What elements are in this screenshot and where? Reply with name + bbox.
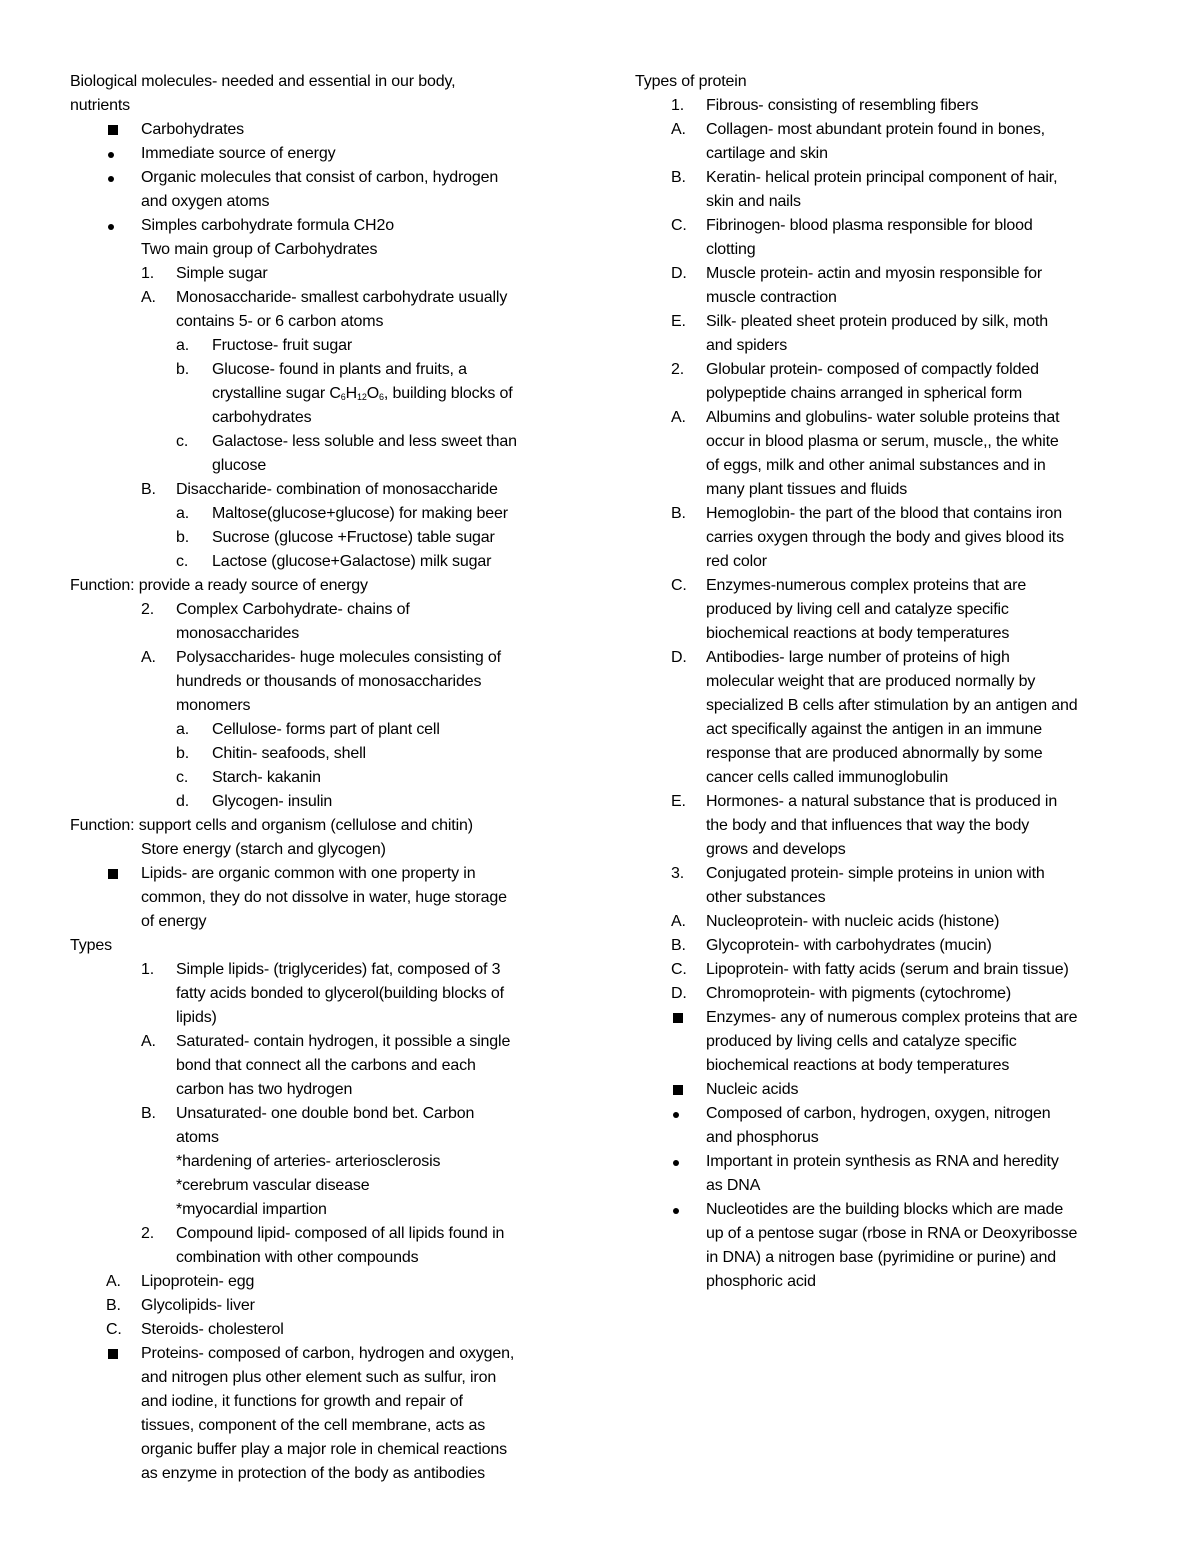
text-line xyxy=(70,1126,580,1150)
text-line xyxy=(635,310,1135,334)
line-text: glucose xyxy=(212,457,267,474)
square-bullet-icon xyxy=(108,1342,118,1367)
text-line xyxy=(635,334,1135,358)
line-text: Lipoprotein- egg xyxy=(141,1273,255,1290)
text-line xyxy=(635,1246,1135,1270)
list-marker: B. xyxy=(671,505,686,522)
line-text: produced by living cells and catalyze specific xyxy=(706,1033,1017,1050)
text-line xyxy=(635,358,1135,382)
text-line xyxy=(70,1438,580,1462)
text-line xyxy=(635,934,1135,958)
line-text: molecular weight that are produced normally by xyxy=(706,673,1036,690)
text-line xyxy=(635,166,1135,190)
list-marker: b. xyxy=(176,529,190,546)
line-text: carbohydrates xyxy=(212,409,312,426)
list-marker: E. xyxy=(671,793,686,810)
line-text: the body and that influences that way the body xyxy=(706,817,1030,834)
list-marker: E. xyxy=(671,313,686,330)
line-text: Globular protein- composed of compactly folded xyxy=(706,361,1039,378)
line-text: Types of protein xyxy=(635,73,747,90)
text-line xyxy=(70,1078,580,1102)
text-line xyxy=(70,70,580,94)
text-line xyxy=(70,1174,580,1198)
text-line xyxy=(70,574,580,598)
line-text: and nitrogen plus other element such as sulfur, iron xyxy=(141,1369,497,1386)
line-text: and phosphorus xyxy=(706,1129,819,1146)
line-text: Nucleoprotein- with nucleic acids (histone) xyxy=(706,913,1000,930)
list-marker: B. xyxy=(671,937,686,954)
line-text: combination with other compounds xyxy=(176,1249,419,1266)
line-text: biochemical reactions at body temperatures xyxy=(706,625,1010,642)
line-text: occur in blood plasma or serum, muscle,, the white xyxy=(706,433,1059,450)
line-text: Glycolipids- liver xyxy=(141,1297,255,1314)
text-line xyxy=(70,1342,580,1366)
text-line xyxy=(635,118,1135,142)
text-line xyxy=(70,478,580,502)
text-line xyxy=(70,1006,580,1030)
text-line xyxy=(70,1198,580,1222)
line-text: atoms xyxy=(176,1129,219,1146)
text-line xyxy=(70,310,580,334)
text-line xyxy=(70,118,580,142)
line-text: carbon has two hydrogen xyxy=(176,1081,353,1098)
text-line xyxy=(70,1222,580,1246)
list-marker: 1. xyxy=(141,961,155,978)
text-line xyxy=(635,1198,1135,1222)
left-column xyxy=(70,70,580,1486)
line-text: Starch- kakanin xyxy=(212,769,321,786)
line-text: Glycogen- insulin xyxy=(212,793,333,810)
text-line xyxy=(70,814,580,838)
text-line xyxy=(635,958,1135,982)
line-text: Nucleic acids xyxy=(706,1081,799,1098)
text-line xyxy=(70,1318,580,1342)
line-text: *myocardial impartion xyxy=(176,1201,327,1218)
line-text: response that are produced abnormally by some xyxy=(706,745,1043,762)
line-text: Maltose(glucose+glucose) for making beer xyxy=(212,505,508,522)
line-text: cartilage and skin xyxy=(706,145,828,162)
line-text: Unsaturated- one double bond bet. Carbon xyxy=(176,1105,475,1122)
list-marker: 1. xyxy=(141,265,155,282)
text-line xyxy=(635,1054,1135,1078)
text-line xyxy=(70,670,580,694)
round-bullet-icon xyxy=(108,214,114,238)
list-marker: A. xyxy=(671,121,686,138)
text-line xyxy=(70,766,580,790)
line-text: Complex Carbohydrate- chains of xyxy=(176,601,410,618)
text-line xyxy=(635,382,1135,406)
line-text: Polysaccharides- huge molecules consisting of xyxy=(176,649,501,666)
list-marker: 2. xyxy=(671,361,685,378)
line-text: Lipoprotein- with fatty acids (serum and brain tissue) xyxy=(706,961,1069,978)
text-line xyxy=(70,262,580,286)
line-text: Galactose- less soluble and less sweet than xyxy=(212,433,517,450)
text-line xyxy=(70,1366,580,1390)
text-line xyxy=(70,526,580,550)
text-line xyxy=(635,1222,1135,1246)
text-line xyxy=(70,694,580,718)
line-text: contains 5- or 6 carbon atoms xyxy=(176,313,384,330)
line-text: monomers xyxy=(176,697,251,714)
list-marker: B. xyxy=(141,1105,156,1122)
text-line xyxy=(70,838,580,862)
line-text: up of a pentose sugar (rbose in RNA or Deoxyribosse xyxy=(706,1225,1078,1242)
text-line xyxy=(635,622,1135,646)
text-line xyxy=(635,1006,1135,1030)
line-text: carries oxygen through the body and gives blood its xyxy=(706,529,1064,546)
line-text: Hormones- a natural substance that is produced in xyxy=(706,793,1058,810)
text-line xyxy=(70,646,580,670)
line-text: Muscle protein- actin and myosin responsible for xyxy=(706,265,1043,282)
line-text: Biological molecules- needed and essential in our body, xyxy=(70,73,456,90)
text-line xyxy=(70,910,580,934)
text-line xyxy=(70,886,580,910)
list-marker: C. xyxy=(106,1321,122,1338)
text-line xyxy=(635,910,1135,934)
list-marker: b. xyxy=(176,745,190,762)
list-marker: a. xyxy=(176,505,190,522)
list-marker: d. xyxy=(176,793,190,810)
line-text: and oxygen atoms xyxy=(141,193,270,210)
text-line xyxy=(70,1462,580,1486)
text-line xyxy=(635,502,1135,526)
line-text: Fibrous- consisting of resembling fibers xyxy=(706,97,979,114)
text-line xyxy=(70,358,580,382)
round-bullet-icon xyxy=(108,142,114,166)
line-text: grows and develops xyxy=(706,841,846,858)
line-text: Keratin- helical protein principal component of hair, xyxy=(706,169,1058,186)
text-line xyxy=(635,1102,1135,1126)
text-line xyxy=(635,766,1135,790)
text-line xyxy=(70,790,580,814)
text-line xyxy=(635,406,1135,430)
line-text: Nucleotides are the building blocks which are made xyxy=(706,1201,1064,1218)
list-marker: 2. xyxy=(141,1225,155,1242)
line-text: Organic molecules that consist of carbon, hydrogen xyxy=(141,169,499,186)
text-line xyxy=(70,406,580,430)
text-line xyxy=(70,94,580,118)
list-marker: D. xyxy=(671,985,687,1002)
list-marker: c. xyxy=(176,553,189,570)
text-line xyxy=(635,454,1135,478)
line-text: Store energy (starch and glycogen) xyxy=(141,841,386,858)
text-line xyxy=(635,430,1135,454)
round-bullet-icon xyxy=(673,1102,679,1126)
list-marker: B. xyxy=(141,481,156,498)
line-text: Silk- pleated sheet protein produced by silk, moth xyxy=(706,313,1049,330)
square-bullet-icon xyxy=(673,1006,683,1031)
line-text: Chromoprotein- with pigments (cytochrome) xyxy=(706,985,1012,1002)
text-line xyxy=(635,598,1135,622)
text-line xyxy=(635,670,1135,694)
line-text: common, they do not dissolve in water, huge storage xyxy=(141,889,507,906)
list-marker: B. xyxy=(106,1297,121,1314)
line-text: fatty acids bonded to glycerol(building blocks of xyxy=(176,985,504,1002)
line-text: Steroids- cholesterol xyxy=(141,1321,284,1338)
list-marker: A. xyxy=(141,289,156,306)
text-line xyxy=(635,70,1135,94)
right-column xyxy=(635,70,1135,1294)
line-text: *cerebrum vascular disease xyxy=(176,1177,370,1194)
list-marker: C. xyxy=(671,961,687,978)
line-text: muscle contraction xyxy=(706,289,837,306)
text-line xyxy=(70,382,580,406)
text-line xyxy=(635,1174,1135,1198)
text-line xyxy=(635,1126,1135,1150)
line-text: polypeptide chains arranged in spherical form xyxy=(706,385,1023,402)
text-line xyxy=(70,550,580,574)
text-line xyxy=(70,982,580,1006)
list-marker: A. xyxy=(141,1033,156,1050)
list-marker: 1. xyxy=(671,97,685,114)
line-text: Lactose (glucose+Galactose) milk sugar xyxy=(212,553,492,570)
line-text: nutrients xyxy=(70,97,131,114)
text-line xyxy=(70,1246,580,1270)
text-line xyxy=(635,238,1135,262)
line-text: specialized B cells after stimulation by an antigen and xyxy=(706,697,1078,714)
text-line xyxy=(70,1030,580,1054)
text-line xyxy=(70,454,580,478)
line-text: Cellulose- forms part of plant cell xyxy=(212,721,440,738)
text-line xyxy=(70,1294,580,1318)
text-line xyxy=(635,814,1135,838)
text-line xyxy=(70,1102,580,1126)
line-text: Hemoglobin- the part of the blood that contains iron xyxy=(706,505,1062,522)
list-marker: C. xyxy=(671,577,687,594)
text-line xyxy=(70,142,580,166)
list-marker: D. xyxy=(671,265,687,282)
line-text: Saturated- contain hydrogen, it possible a single xyxy=(176,1033,511,1050)
line-text: hundreds or thousands of monosaccharides xyxy=(176,673,482,690)
line-text: Glycoprotein- with carbohydrates (mucin) xyxy=(706,937,992,954)
line-text: red color xyxy=(706,553,767,570)
list-marker: b. xyxy=(176,361,190,378)
text-line xyxy=(70,742,580,766)
text-line xyxy=(70,334,580,358)
text-line xyxy=(70,958,580,982)
text-line xyxy=(70,1414,580,1438)
line-text: Conjugated protein- simple proteins in union with xyxy=(706,865,1045,882)
text-line xyxy=(635,574,1135,598)
line-text: Compound lipid- composed of all lipids found in xyxy=(176,1225,505,1242)
text-line xyxy=(70,502,580,526)
text-line xyxy=(70,286,580,310)
line-text: Collagen- most abundant protein found in bones, xyxy=(706,121,1045,138)
square-bullet-icon xyxy=(108,118,118,143)
text-line xyxy=(70,622,580,646)
text-line xyxy=(635,790,1135,814)
line-text: phosphoric acid xyxy=(706,1273,816,1290)
list-marker: 3. xyxy=(671,865,685,882)
square-bullet-icon xyxy=(673,1078,683,1103)
text-line xyxy=(70,238,580,262)
line-text: Carbohydrates xyxy=(141,121,244,138)
text-line xyxy=(635,190,1135,214)
round-bullet-icon xyxy=(108,166,114,190)
line-text: Simple sugar xyxy=(176,265,268,282)
round-bullet-icon xyxy=(673,1150,679,1174)
list-marker: D. xyxy=(671,649,687,666)
line-text: organic buffer play a major role in chemical reactions xyxy=(141,1441,508,1458)
text-line xyxy=(635,286,1135,310)
list-marker: c. xyxy=(176,433,189,450)
line-text: tissues, component of the cell membrane, acts as xyxy=(141,1417,486,1434)
line-text: of eggs, milk and other animal substances and in xyxy=(706,457,1046,474)
text-line xyxy=(70,1270,580,1294)
text-line xyxy=(70,190,580,214)
line-text: Enzymes-numerous complex proteins that are xyxy=(706,577,1027,594)
line-text: Disaccharide- combination of monosaccharide xyxy=(176,481,498,498)
line-text: Fructose- fruit sugar xyxy=(212,337,353,354)
text-line xyxy=(70,1390,580,1414)
text-line xyxy=(635,1150,1135,1174)
line-text: act specifically against the antigen in an immune xyxy=(706,721,1042,738)
line-text: bond that connect all the carbons and each xyxy=(176,1057,476,1074)
list-marker: A. xyxy=(671,913,686,930)
line-text: Two main group of Carbohydrates xyxy=(141,241,378,258)
line-text: biochemical reactions at body temperatures xyxy=(706,1057,1010,1074)
text-line xyxy=(635,718,1135,742)
square-bullet-icon xyxy=(108,862,118,887)
line-text: lipids) xyxy=(176,1009,217,1026)
line-text: Chitin- seafoods, shell xyxy=(212,745,366,762)
line-text: Enzymes- any of numerous complex proteins that are xyxy=(706,1009,1078,1026)
line-text: Monosaccharide- smallest carbohydrate usually xyxy=(176,289,508,306)
round-bullet-icon xyxy=(673,1198,679,1222)
line-text: as DNA xyxy=(706,1177,761,1194)
line-text: Glucose- found in plants and fruits, a xyxy=(212,361,467,378)
text-line xyxy=(635,742,1135,766)
line-text: Proteins- composed of carbon, hydrogen and oxygen, xyxy=(141,1345,515,1362)
text-line xyxy=(70,598,580,622)
text-line xyxy=(70,214,580,238)
line-text: Composed of carbon, hydrogen, oxygen, nitrogen xyxy=(706,1105,1051,1122)
line-text: produced by living cell and catalyze specific xyxy=(706,601,1009,618)
list-marker: A. xyxy=(106,1273,121,1290)
text-line xyxy=(635,1030,1135,1054)
list-marker: c. xyxy=(176,769,189,786)
line-text: Simples carbohydrate formula CH2o xyxy=(141,217,394,234)
text-line xyxy=(635,886,1135,910)
text-line xyxy=(635,694,1135,718)
line-text: other substances xyxy=(706,889,826,906)
text-line xyxy=(635,838,1135,862)
line-text: and iodine, it functions for growth and repair of xyxy=(141,1393,463,1410)
text-line xyxy=(635,550,1135,574)
line-text: Function: support cells and organism (cellulose and chitin) xyxy=(70,817,473,834)
text-line xyxy=(70,166,580,190)
text-line xyxy=(635,862,1135,886)
text-line xyxy=(635,1078,1135,1102)
line-text: Simple lipids- (triglycerides) fat, composed of 3 xyxy=(176,961,501,978)
list-marker: A. xyxy=(141,649,156,666)
text-line xyxy=(635,214,1135,238)
line-text: Albumins and globulins- water soluble proteins that xyxy=(706,409,1060,426)
text-line xyxy=(635,142,1135,166)
line-text: Important in protein synthesis as RNA and heredity xyxy=(706,1153,1059,1170)
line-text: Sucrose (glucose +Fructose) table sugar xyxy=(212,529,495,546)
list-marker: a. xyxy=(176,337,190,354)
line-text: Antibodies- large number of proteins of high xyxy=(706,649,1010,666)
text-line xyxy=(635,982,1135,1006)
text-line xyxy=(635,526,1135,550)
line-text: cancer cells called immunoglobulin xyxy=(706,769,949,786)
line-text: Types xyxy=(70,937,112,954)
line-text: crystalline sugar $C_6H_{12}O_6$, building blocks of xyxy=(212,385,513,402)
text-line xyxy=(635,94,1135,118)
line-text: many plant tissues and fluids xyxy=(706,481,908,498)
list-marker: C. xyxy=(671,217,687,234)
text-line xyxy=(635,262,1135,286)
text-line xyxy=(635,478,1135,502)
line-text: monosaccharides xyxy=(176,625,300,642)
line-text: of energy xyxy=(141,913,207,930)
line-text: Fibrinogen- blood plasma responsible for blood xyxy=(706,217,1033,234)
text-line xyxy=(70,862,580,886)
line-text: Lipids- are organic common with one property in xyxy=(141,865,476,882)
line-text: Function: provide a ready source of energy xyxy=(70,577,368,594)
list-marker: B. xyxy=(671,169,686,186)
text-line xyxy=(70,718,580,742)
text-line xyxy=(635,646,1135,670)
line-text: skin and nails xyxy=(706,193,801,210)
line-text: and spiders xyxy=(706,337,788,354)
list-marker: A. xyxy=(671,409,686,426)
text-line xyxy=(70,430,580,454)
list-marker: a. xyxy=(176,721,190,738)
line-text: in DNA) a nitrogen base (pyrimidine or purine) and xyxy=(706,1249,1057,1266)
list-marker: 2. xyxy=(141,601,155,618)
text-line xyxy=(70,1150,580,1174)
line-text: Immediate source of energy xyxy=(141,145,336,162)
line-text: as enzyme in protection of the body as antibodies xyxy=(141,1465,485,1482)
line-text: clotting xyxy=(706,241,756,258)
line-text: *hardening of arteries- arteriosclerosis xyxy=(176,1153,441,1170)
text-line xyxy=(70,1054,580,1078)
text-line xyxy=(635,1270,1135,1294)
text-line xyxy=(70,934,580,958)
